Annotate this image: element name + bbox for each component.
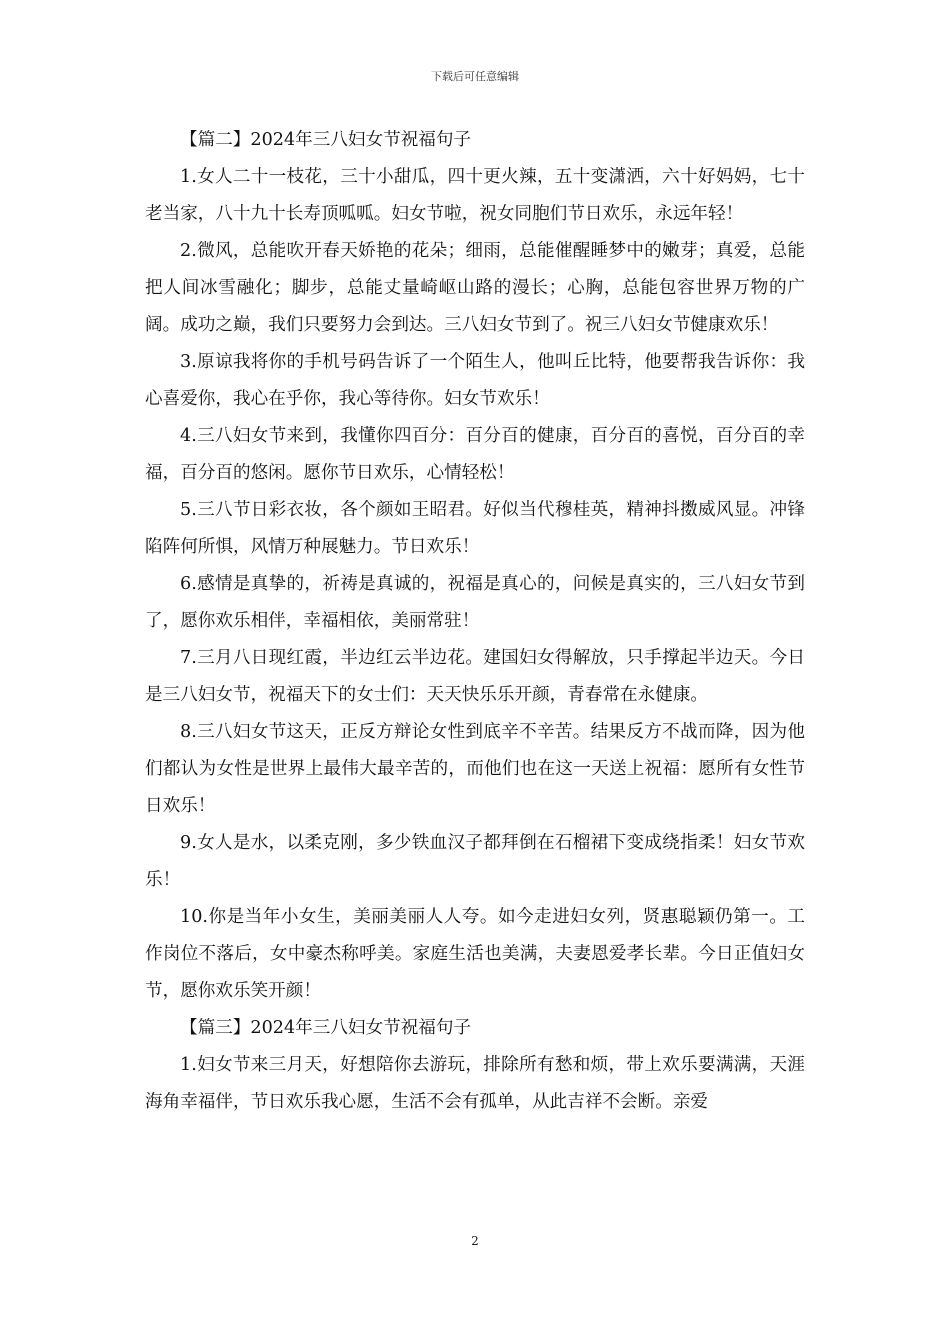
document-body	[145, 122, 805, 1121]
list-item: 10.你是当年小女生，美丽美丽人人夸。如今走进妇女列，贤惠聪颖仍第一。工作岗位不落后，女中豪杰称呼美。家庭生活也美满，夫妻恩爱孝长辈。今日正值妇女节，愿你欢乐笑开颜！	[145, 907, 805, 1001]
list-item: 1.女人二十一枝花，三十小甜瓜，四十更火辣，五十变潇洒，六十好妈妈，七十老当家，八十九十长寿顶呱呱。妇女节啦，祝女同胞们节日欢乐，永远年轻！	[145, 167, 805, 224]
page-number: 2	[471, 1234, 479, 1248]
list-item: 6.感情是真挚的，祈祷是真诚的，祝福是真心的，问候是真实的，三八妇女节到了，愿你欢乐相伴，幸福相依，美丽常驻！	[145, 574, 805, 631]
list-item: 5.三八节日彩衣妆，各个颜如王昭君。好似当代穆桂英，精神抖擞威风显。冲锋陷阵何所惧，风情万种展魅力。节日欢乐！	[145, 500, 805, 557]
list-item: 1.妇女节来三月天，好想陪你去游玩，排除所有愁和烦，带上欢乐要满满，天涯海角幸福伴，节日欢乐我心愿，生活不会有孤单，从此吉祥不会断。亲爱	[145, 1055, 805, 1112]
section-heading: 【篇二】2024年三八妇女节祝福句子	[180, 130, 472, 150]
list-item: 8.三八妇女节这天，正反方辩论女性到底辛不辛苦。结果反方不战而降，因为他们都认为女性是世界上最伟大最辛苦的，而他们也在这一天送上祝福：愿所有女性节日欢乐！	[145, 722, 805, 816]
list-item: 4.三八妇女节来到，我懂你四百分：百分百的健康，百分百的喜悦，百分百的幸福，百分百的悠闲。愿你节日欢乐，心情轻松！	[145, 426, 805, 483]
list-item: 2.微风，总能吹开春天娇艳的花朵；细雨，总能催醒睡梦中的嫩芽；真爱，总能把人间冰雪融化；脚步，总能丈量崎岖山路的漫长；心胸，总能包容世界万物的广阔。成功之巅，我们只要努力会到达。三八妇女节到了。祝三八妇女节健康欢乐！	[145, 241, 805, 335]
list-item: 9.女人是水，以柔克刚，多少铁血汉子都拜倒在石榴裙下变成绕指柔！妇女节欢乐！	[145, 833, 805, 890]
page-header: 下载后可任意编辑	[431, 70, 519, 83]
section-heading: 【篇三】2024年三八妇女节祝福句子	[180, 1018, 472, 1038]
list-item: 7.三月八日现红霞，半边红云半边花。建国妇女得解放，只手撑起半边天。今日是三八妇女节，祝福天下的女士们：天天快乐乐开颜，青春常在永健康。	[145, 648, 805, 705]
list-item: 3.原谅我将你的手机号码告诉了一个陌生人，他叫丘比特，他要帮我告诉你：我心喜爱你，我心在乎你，我心等待你。妇女节欢乐！	[145, 352, 805, 409]
